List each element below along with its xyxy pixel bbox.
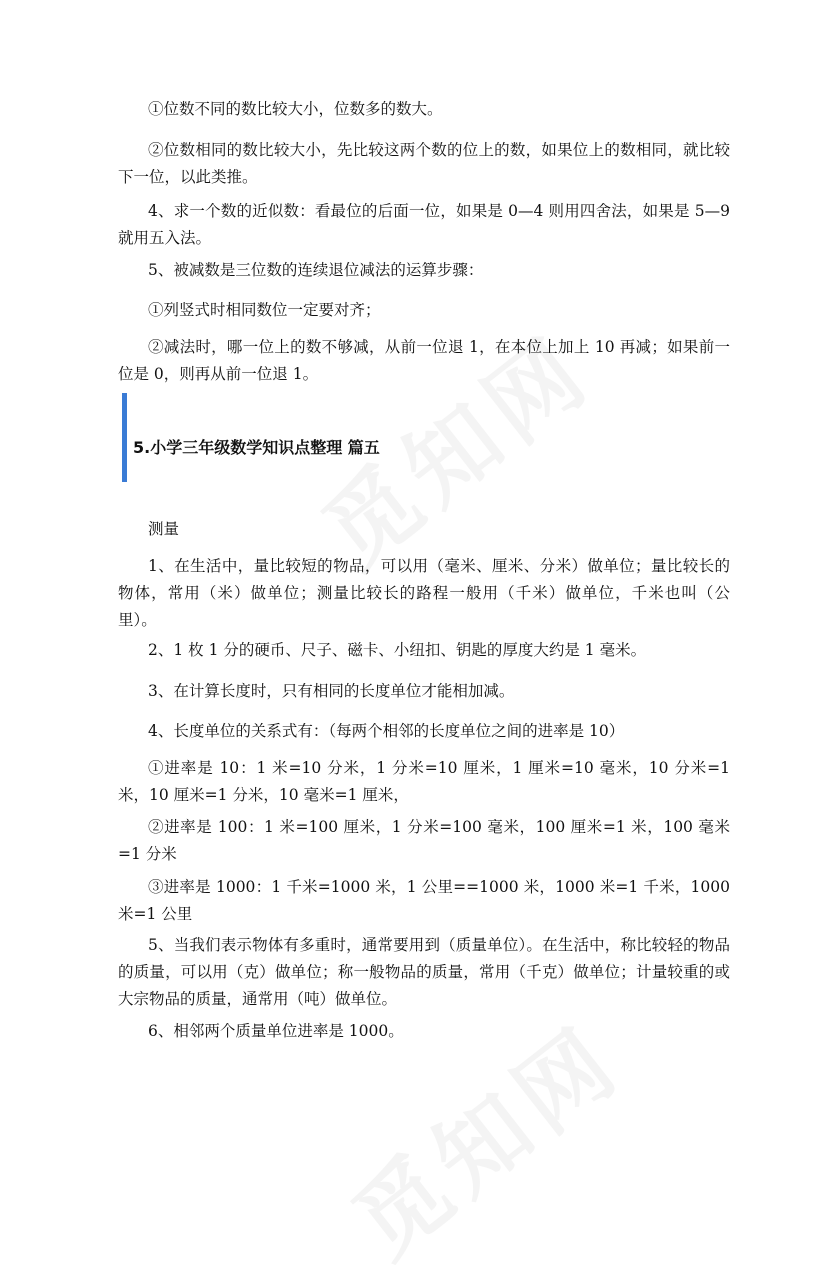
paragraph: 2、1 枚 1 分的硬币、尺子、磁卡、小纽扣、钥匙的厚度大约是 1 毫米。 — [148, 641, 647, 659]
paragraph: ③进率是 1000：1 千米=1000 米，1 公里==1000 米，1000 米=1 千米，1000 米=1 公里 — [118, 878, 730, 923]
paragraph: ①列竖式时相同数位一定要对齐； — [148, 301, 381, 319]
paragraph: 5、当我们表示物体有多重时，通常要用到（质量单位）。在生活中，称比较轻的物品的质量，可以用（克）做单位；称一般物品的质量，常用（千克）做单位；计量较重的或大宗物品的质量，通常用（吨）做单位。 — [118, 936, 730, 1008]
paragraph: 测量 — [148, 520, 180, 538]
paragraph: 4、长度单位的关系式有：（每两个相邻的长度单位之间的进率是 10） — [148, 722, 625, 740]
paragraph: 6、相邻两个质量单位进率是 1000。 — [148, 1022, 404, 1040]
paragraph: 5、被减数是三位数的连续退位减法的运算步骤： — [148, 261, 484, 279]
section-heading: 5.小学三年级数学知识点整理 篇五 — [133, 438, 380, 457]
paragraph: ①进率是 10：1 米=10 分米，1 分米=10 厘米，1 厘米=10 毫米，10 分米=1 米，10 厘米=1 分米，10 毫米=1 厘米， — [118, 759, 730, 804]
paragraph: ②进率是 100：1 米=100 厘米，1 分米=100 毫米，100 厘米=1 米，100 毫米=1 分米 — [118, 818, 730, 863]
paragraph: 4、求一个数的近似数：看最位的后面一位，如果是 0—4 则用四舍法，如果是 5—9 就用五入法。 — [118, 202, 730, 247]
paragraph: ②位数相同的数比较大小，先比较这两个数的位上的数，如果位上的数相同，就比较下一位，以此类推。 — [118, 141, 730, 186]
heading-accent-bar — [122, 393, 127, 482]
paragraph: ②减法时，哪一位上的数不够减，从前一位退 1，在本位上加上 10 再减；如果前一位是 0，则再从前一位退 1。 — [118, 338, 730, 383]
paragraph: ①位数不同的数比较大小，位数多的数大。 — [148, 100, 443, 118]
paragraph: 3、在计算长度时，只有相同的长度单位才能相加减。 — [148, 682, 515, 700]
paragraph: 1、在生活中，量比较短的物品，可以用（毫米、厘米、分米）做单位；量比较长的物体，常用（米）做单位；测量比较长的路程一般用（千米）做单位，千米也叫（公里）。 — [118, 557, 730, 629]
